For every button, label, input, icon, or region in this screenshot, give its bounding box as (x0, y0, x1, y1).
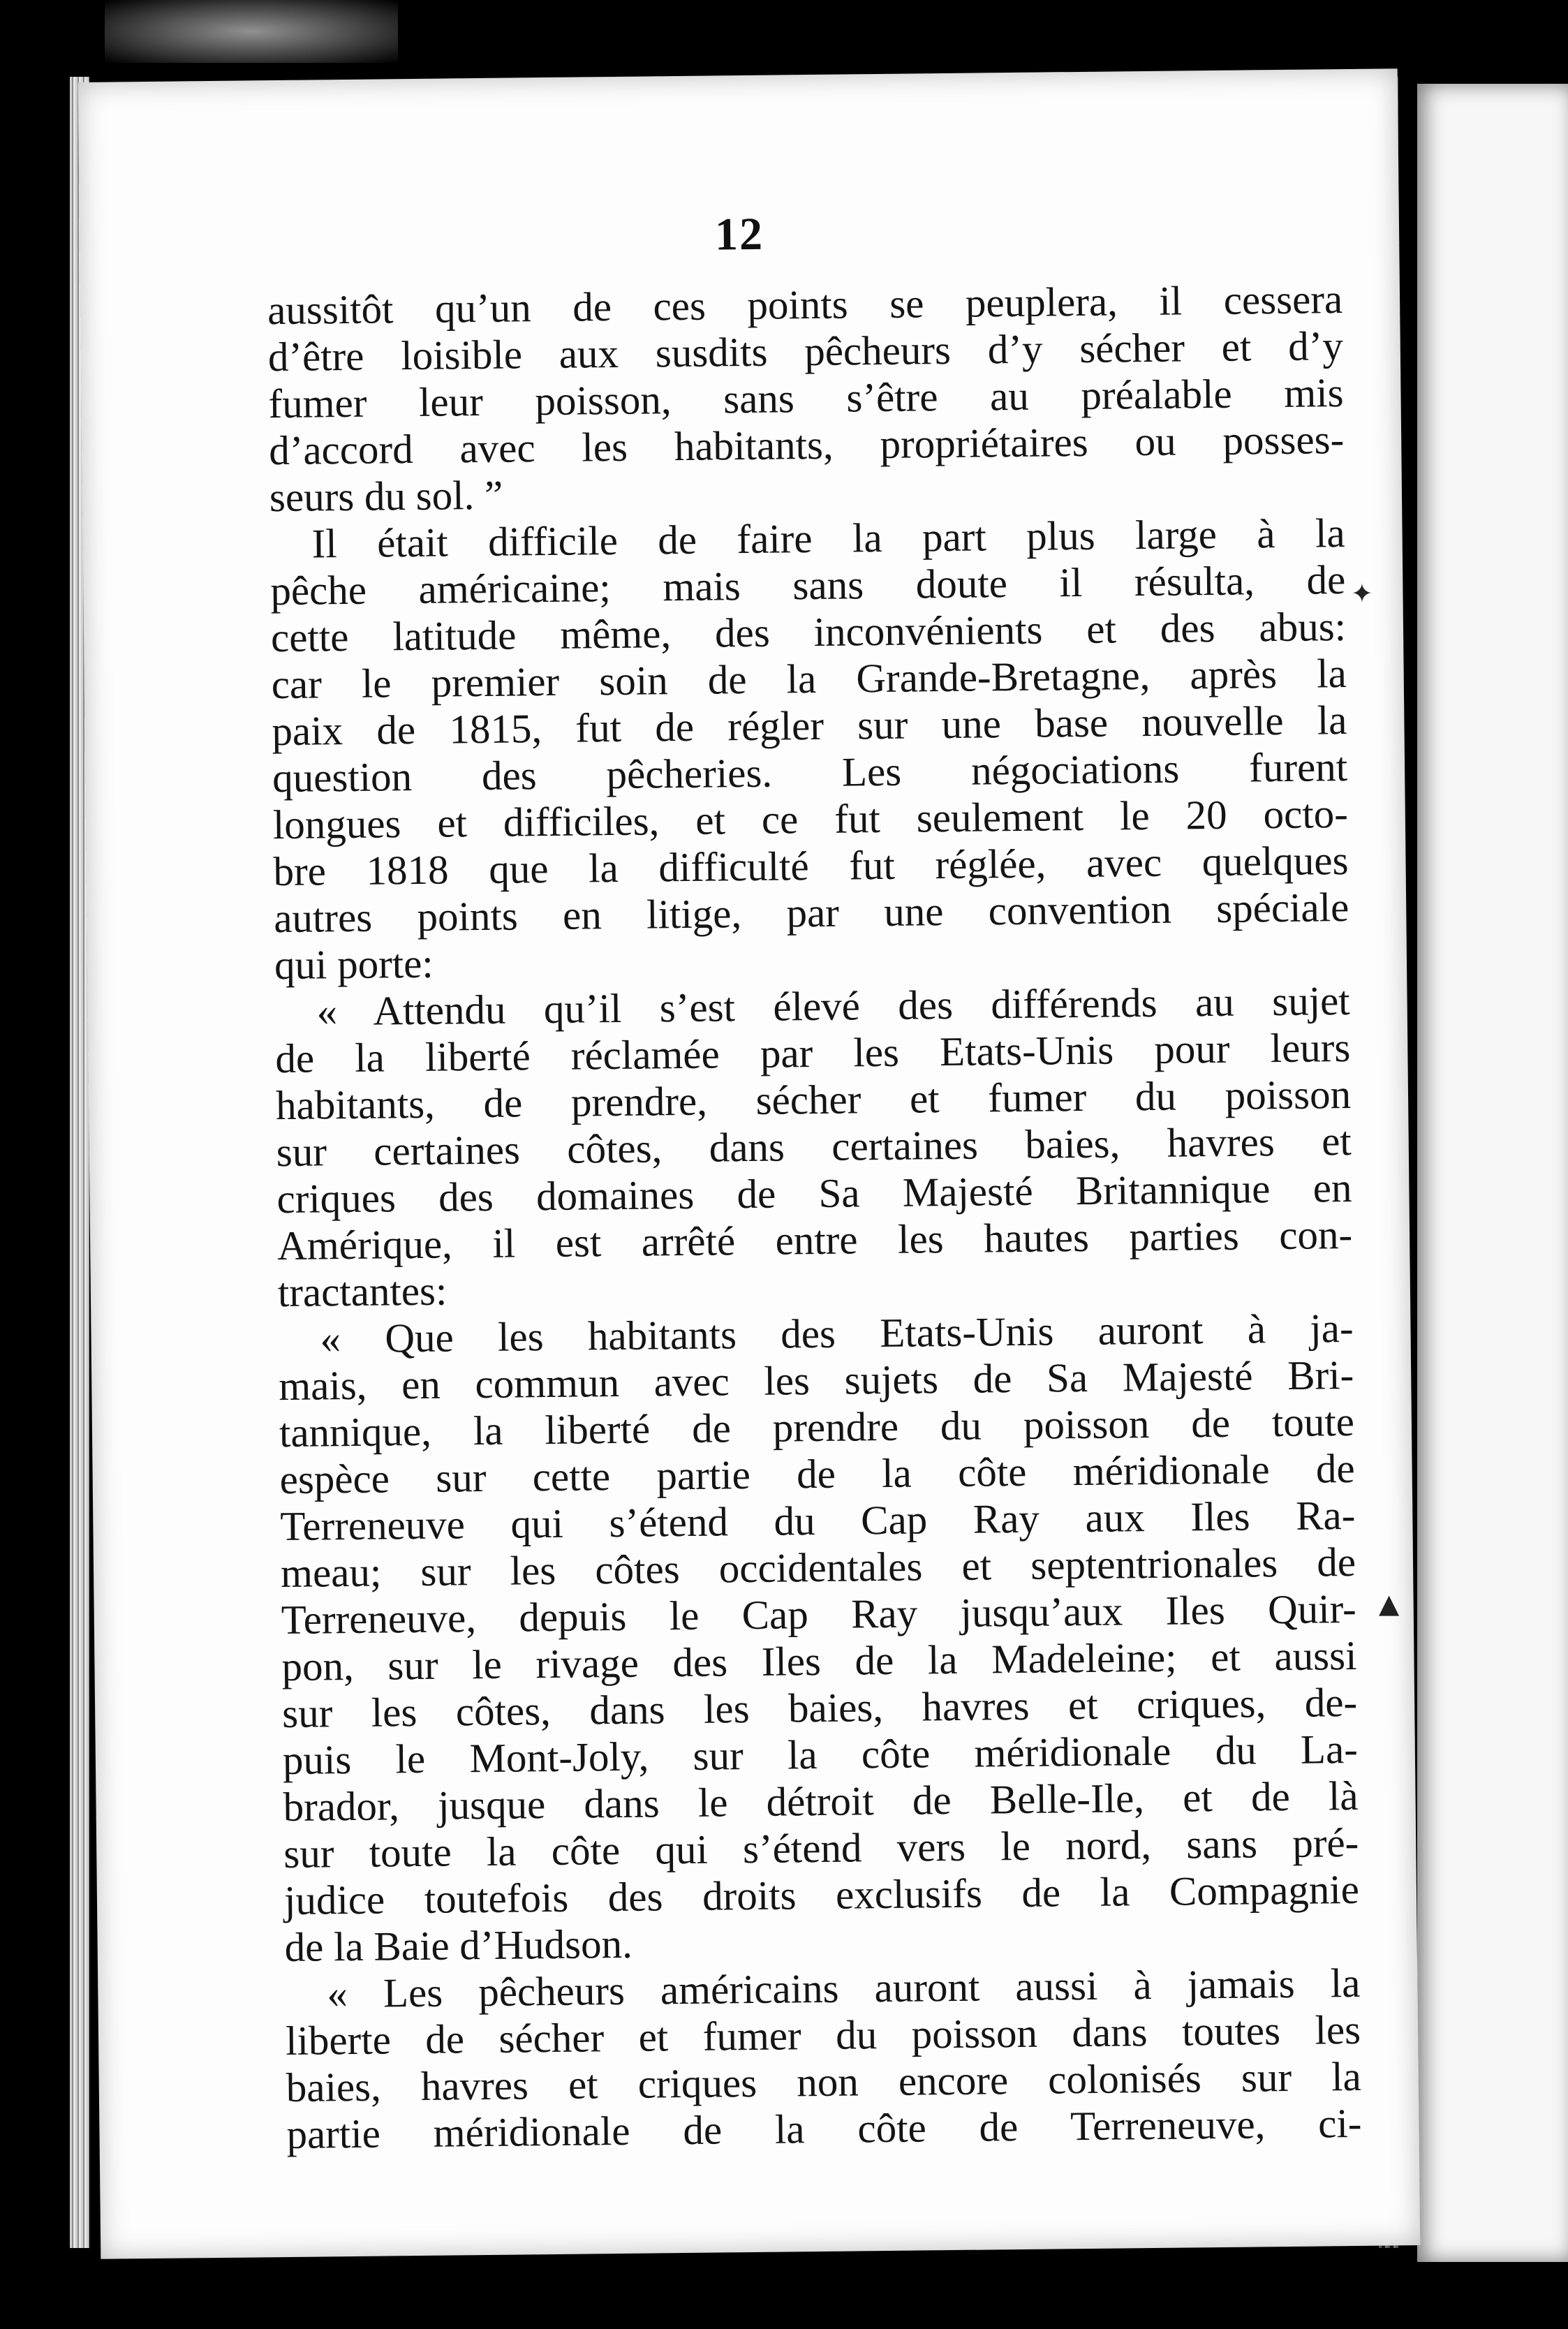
text-line: de la liberté réclamée par les Etats-Unis pour leurs (275, 1023, 1351, 1082)
text-line: pon, sur le rivage des Iles de la Madeleine; et aussi (281, 1632, 1357, 1690)
text-line: mais, en commun avec les sujets de Sa Majesté Bri- (278, 1351, 1354, 1410)
text-line: pêche américaine; mais sans doute il résulta, de (270, 556, 1346, 614)
text-line: « Attendu qu’il s’est élevé des différends au sujet (316, 977, 1350, 1035)
text-line: habitants, de prendre, sécher et fumer du poisson (275, 1070, 1352, 1129)
text-line: car le premier soin de la Grande-Bretagne, après la (271, 650, 1347, 708)
text-line: bre 1818 que la difficulté fut réglée, avec quelques (273, 836, 1349, 895)
text-line: sur toute la côte qui s’étend vers le nord, sans pré- (283, 1819, 1359, 1877)
text-line: espèce sur cette partie de la côte méridionale de (279, 1444, 1355, 1503)
text-line: brador, jusque dans le détroit de Belle-Ile, et de là (283, 1772, 1359, 1831)
text-line: d’être loisible aux susdits pêcheurs d’y sécher et d’y (267, 323, 1344, 380)
text-line: d’accord avec les habitants, propriétaires ou posses- (268, 416, 1345, 474)
text-line: liberte de sécher et fumer du poisson dans toutes les (285, 2006, 1361, 2064)
page-text-body (267, 276, 1362, 2158)
text-line: qui porte: (274, 940, 434, 989)
text-line: seurs du sol. ” (269, 471, 503, 521)
text-line: sur certaines côtes, dans certaines baies, havres et (276, 1117, 1352, 1176)
text-line: baies, havres et criques non encore colonisés sur la (286, 2053, 1362, 2111)
book-page (78, 68, 1421, 2259)
binding-mark: ▲ (1379, 1588, 1400, 1619)
next-page-edge (1417, 84, 1568, 2262)
text-line: cette latitude même, des inconvénients et des abus: (270, 603, 1347, 661)
scan-top-shadow (105, 0, 398, 63)
text-line: question des pêcheries. Les négociations furent (272, 743, 1348, 801)
text-line: « Que les habitants des Etats-Unis auront à ja- (320, 1304, 1354, 1362)
text-line: de la Baie d’Hudson. (284, 1920, 633, 1971)
binding-mark: ✦ (1351, 578, 1373, 609)
text-line: Il était difficile de faire la part plus large à la (311, 510, 1345, 567)
text-line: tannique, la liberté de prendre du poisson de toute (279, 1398, 1355, 1456)
text-line: fumer leur poisson, sans s’être au préalable mis (268, 369, 1344, 427)
page-number: 12 (714, 208, 764, 260)
text-line: aussitôt qu’un de ces points se peuplera, il cessera (267, 276, 1343, 334)
text-line: puis le Mont-Joly, sur la côte méridionale du La- (282, 1725, 1359, 1784)
text-line: tractantes: (277, 1267, 448, 1316)
text-line: paix de 1815, fut de régler sur une base nouvelle la (272, 696, 1347, 755)
text-line: longues et difficiles, et ce fut seulement le 20 octo- (272, 790, 1349, 848)
text-line: autres points en litige, par une convention spéciale (273, 883, 1349, 942)
text-line: sur les côtes, dans les baies, havres et criques, de- (281, 1678, 1358, 1737)
text-line: Amérique, il est arrêté entre les hautes parties con- (276, 1211, 1353, 1269)
text-line: Terreneuve, depuis le Cap Ray jusqu’aux Iles Quir- (281, 1585, 1357, 1643)
text-line: judice toutefois des droits exclusifs de la Compagnie (283, 1865, 1360, 1924)
text-line: « Les pêcheurs américains auront aussi à jamais la (327, 1959, 1361, 2017)
text-line: Terreneuve qui s’étend du Cap Ray aux Iles Ra- (280, 1491, 1356, 1550)
text-line: partie méridionale de la côte de Terreneuve, ci- (286, 2099, 1362, 2158)
text-line: criques des domaines de Sa Majesté Britannique en (276, 1164, 1352, 1222)
text-line: meau; sur les côtes occidentales et septentrionales de (280, 1538, 1356, 1597)
